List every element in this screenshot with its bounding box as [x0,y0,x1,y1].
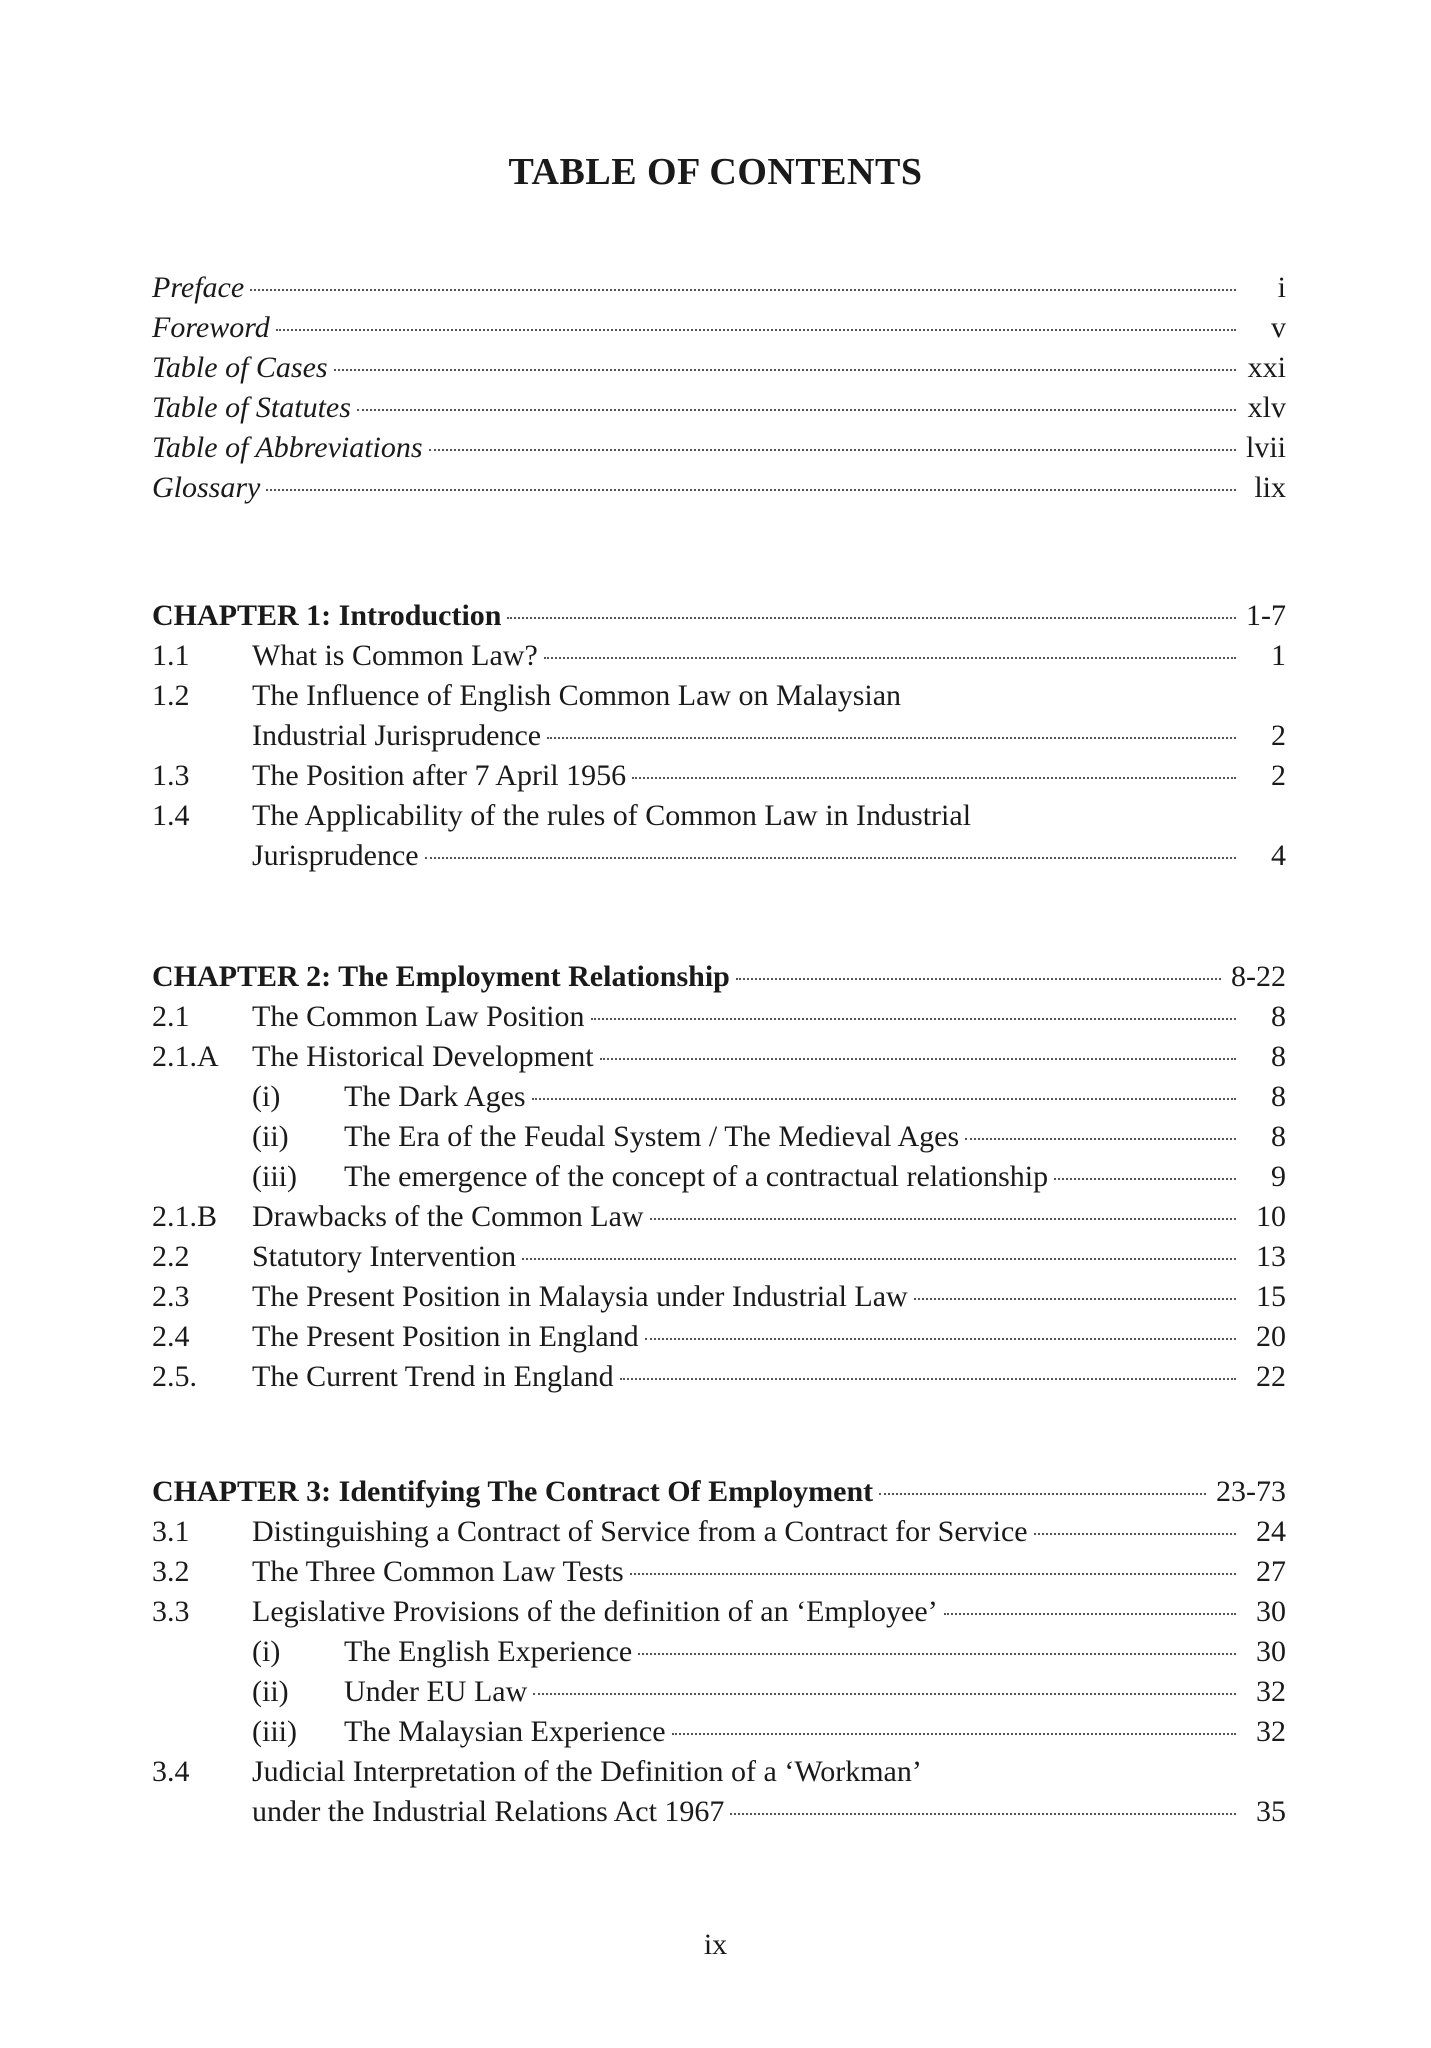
toc-entry[interactable] [152,676,1286,716]
toc-entry-title: The Present Position in Malaysia under Industrial Law [252,1280,908,1313]
toc-entry[interactable] [152,1512,1286,1552]
entry-number: (iii) [252,1715,297,1748]
entry-number: 2.3 [152,1280,190,1313]
toc-entry-preface[interactable] [152,268,1286,308]
toc-entry-continuation[interactable] [152,1792,1286,1832]
entry-number: 2.1.A [152,1040,219,1073]
toc-entry-title: The English Experience [344,1635,633,1668]
toc-subentry[interactable] [152,1117,1286,1157]
toc-entry-title: The Position after 7 April 1956 [252,759,627,792]
toc-entry-title: What is Common Law? [252,639,538,672]
toc-entry-continuation[interactable] [152,836,1286,876]
toc-entry-page: 1 [1271,639,1286,672]
toc-entry-page: 8 [1271,1000,1286,1033]
toc-entry-page: 2 [1271,719,1286,752]
entry-number: (ii) [252,1675,289,1708]
entry-number: 1.4 [152,799,190,832]
toc-entry-page: 2 [1271,759,1286,792]
toc-entry-page: 35 [1256,1795,1286,1828]
dot-leader [645,1337,1236,1340]
chapter-title: CHAPTER 1: Introduction [152,599,502,632]
dot-leader [425,856,1236,859]
entry-number: (ii) [252,1120,289,1153]
entry-number: 1.1 [152,639,190,672]
toc-entry[interactable] [152,1752,1286,1792]
dot-leader [532,1097,1236,1100]
toc-entry-title: Preface [152,271,245,304]
toc-subentry[interactable] [152,1672,1286,1712]
entry-number: 1.3 [152,759,190,792]
chapter-title: CHAPTER 3: Identifying The Contract Of Employment [152,1475,874,1508]
toc-entry-page: 30 [1256,1595,1286,1628]
toc-subentry[interactable] [152,1632,1286,1672]
toc-entry[interactable] [152,1552,1286,1592]
toc-entry[interactable] [152,1317,1286,1357]
toc-entry-title: The Dark Ages [344,1080,526,1113]
entry-number: 3.1 [152,1515,190,1548]
dot-leader [591,1017,1237,1020]
toc-entry-title: Legislative Provisions of the definition of an ‘Employee’ [252,1595,938,1628]
dot-leader [672,1732,1236,1735]
entry-number: 2.1.B [152,1200,218,1233]
toc-entry-title: Foreword [152,311,270,344]
toc-entry-page: 8 [1271,1080,1286,1113]
toc-entry[interactable] [152,796,1286,836]
chapter-pages: 8-22 [1231,960,1286,993]
toc-entry-page: 13 [1256,1240,1286,1273]
dot-leader [965,1137,1236,1140]
dot-leader [334,368,1236,371]
dot-leader [276,328,1236,331]
toc-subentry[interactable] [152,1712,1286,1752]
entry-number: 2.2 [152,1240,190,1273]
toc-entry-title: Table of Statutes [152,391,351,424]
toc-entry-title: Under EU Law [344,1675,528,1708]
chapter-heading[interactable] [152,957,1286,997]
toc-entry-title: The Three Common Law Tests [252,1555,624,1588]
chapter-heading[interactable] [152,1472,1286,1512]
toc-entry-title: Jurisprudence [252,839,419,872]
toc-entry[interactable] [152,1197,1286,1237]
toc-entry-title: The Common Law Position [252,1000,585,1033]
chapter-pages: 23-73 [1216,1475,1286,1508]
entry-number: (i) [252,1635,281,1668]
toc-entry[interactable] [152,756,1286,796]
dot-leader [429,448,1236,451]
chapter-3-section [152,1472,1286,1832]
toc-entry-title: Glossary [152,471,261,504]
page-number: ix [703,1928,728,1961]
dot-leader [879,1492,1206,1495]
entry-number: 2.5. [152,1360,197,1393]
toc-entry-title: The Malaysian Experience [344,1715,666,1748]
toc-entry-title-line1: The Influence of English Common Law on Malaysian [252,679,902,712]
toc-entry-table-of-abbreviations[interactable] [152,428,1286,468]
toc-entry[interactable] [152,1237,1286,1277]
dot-leader [522,1257,1236,1260]
toc-entry-title-line1: The Applicability of the rules of Common Law in Industrial [252,799,972,832]
chapter-title: CHAPTER 2: The Employment Relationship [152,960,730,993]
toc-entry[interactable] [152,997,1286,1037]
dot-leader [266,488,1236,491]
toc-entry-title: Industrial Jurisprudence [252,719,542,752]
dot-leader [730,1812,1236,1815]
toc-entry-table-of-cases[interactable] [152,348,1286,388]
chapter-2-section [152,957,1286,1397]
dot-leader [357,408,1236,411]
toc-entry-title: Table of Abbreviations [152,431,423,464]
entry-number: (iii) [252,1160,297,1193]
dot-leader [944,1612,1236,1615]
toc-entry-page: 32 [1256,1715,1286,1748]
dot-leader [736,977,1221,980]
toc-entry-page: 9 [1271,1160,1286,1193]
toc-entry-title: The Current Trend in England [252,1360,614,1393]
toc-entry-title: Distinguishing a Contract of Service from a Contract for Service [252,1515,1028,1548]
toc-entry-title: The Era of the Feudal System / The Medieval Ages [344,1120,960,1153]
dot-leader [620,1377,1236,1380]
dot-leader [507,616,1236,619]
dot-leader [630,1572,1236,1575]
toc-entry-page: 20 [1256,1320,1286,1353]
toc-entry-title: The Historical Development [252,1040,594,1073]
toc-subentry[interactable] [152,1077,1286,1117]
toc-entry-title: Statutory Intervention [252,1240,517,1273]
entry-number: 2.4 [152,1320,190,1353]
toc-entry-title-line1: Judicial Interpretation of the Definition of a ‘Workman’ [252,1755,922,1788]
toc-entry-page: 8 [1271,1040,1286,1073]
toc-entry[interactable] [152,1037,1286,1077]
entry-number: 1.2 [152,679,190,712]
toc-entry-page: 10 [1256,1200,1286,1233]
toc-entry-table-of-statutes[interactable] [152,388,1286,428]
entry-number: 3.4 [152,1755,190,1788]
dot-leader [533,1692,1236,1695]
dot-leader [600,1057,1236,1060]
entry-number: 3.3 [152,1595,190,1628]
toc-entry-page: 4 [1271,839,1286,872]
toc-entry-page: 15 [1256,1280,1286,1313]
toc-entry-page: lvii [1245,431,1286,464]
toc-entry-title: The emergence of the concept of a contractual relationship [344,1160,1049,1193]
toc-entry-page: 24 [1256,1515,1286,1548]
toc-entry-page: i [1277,271,1286,304]
dot-leader [1034,1532,1236,1535]
toc-entry-page: 22 [1256,1360,1286,1393]
dot-leader [914,1297,1236,1300]
entry-number: (i) [252,1080,281,1113]
dot-leader [638,1652,1236,1655]
toc-entry-page: xlv [1247,391,1286,424]
chapter-heading[interactable] [152,596,1286,636]
page-title: TABLE OF CONTENTS [508,151,923,193]
toc-entry-page: 8 [1271,1120,1286,1153]
dot-leader [250,288,1236,291]
dot-leader [547,736,1236,739]
toc-entry[interactable] [152,1277,1286,1317]
toc-entry-page: 32 [1256,1675,1286,1708]
toc-entry[interactable] [152,636,1286,676]
chapter-1-section [152,596,1286,876]
dot-leader [544,656,1236,659]
toc-entry-page: v [1271,311,1286,344]
toc-entry-page: lix [1254,471,1286,504]
toc-entry[interactable] [152,1357,1286,1397]
chapter-pages: 1-7 [1246,599,1286,632]
toc-entry[interactable] [152,1592,1286,1632]
front-matter-list [152,268,1286,508]
entry-number: 3.2 [152,1555,190,1588]
toc-entry-continuation[interactable] [152,716,1286,756]
entry-number: 2.1 [152,1000,190,1033]
toc-entry-title: Drawbacks of the Common Law [252,1200,644,1233]
dot-leader [632,776,1236,779]
toc-entry-title: Table of Cases [152,351,328,384]
dot-leader [1054,1177,1236,1180]
toc-entry-page: 30 [1256,1635,1286,1668]
toc-entry-page: xxi [1247,351,1286,384]
toc-entry-page: 27 [1256,1555,1286,1588]
dot-leader [650,1217,1236,1220]
toc-entry-title: under the Industrial Relations Act 1967 [252,1795,725,1828]
toc-entry-glossary[interactable] [152,468,1286,508]
toc-entry-title: The Present Position in England [252,1320,639,1353]
toc-entry-foreword[interactable] [152,308,1286,348]
toc-subentry[interactable] [152,1157,1286,1197]
